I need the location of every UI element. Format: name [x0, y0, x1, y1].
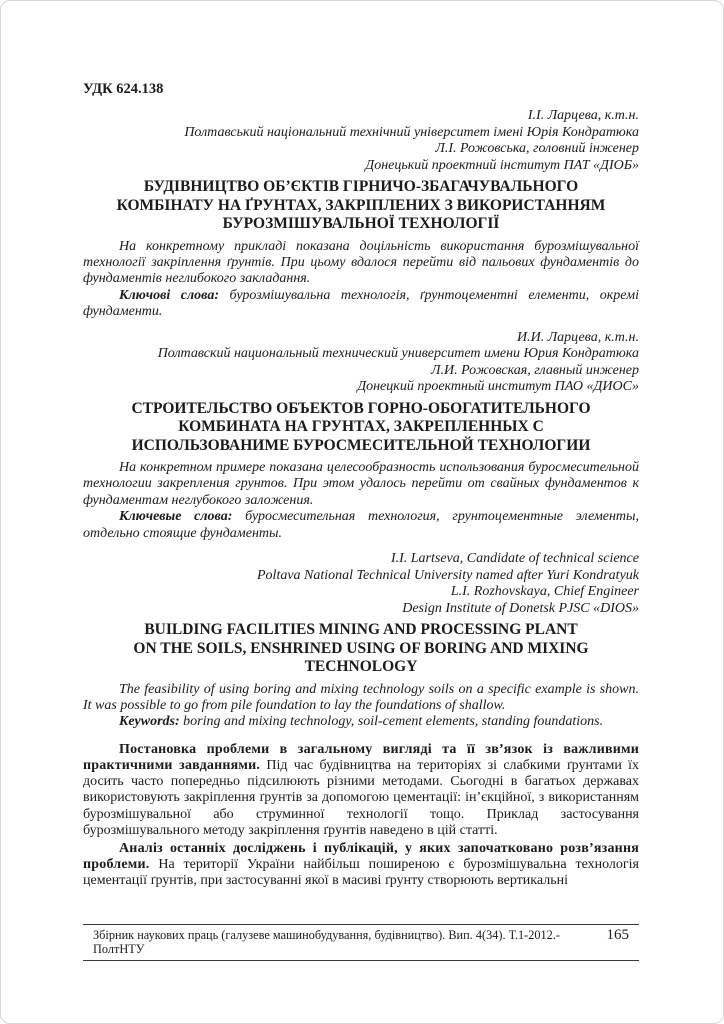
title-line: БУДІВНИЦТВО ОБ’ЄКТІВ ГІРНИЧО-ЗБАГАЧУВАЛЬНОГО — [143, 178, 579, 195]
affiliation-line: Донецкий проектный институт ПАО «ДИОС» — [357, 379, 639, 395]
affiliation-line: Полтавский национальный технический университет имени Юрия Кондратюка — [157, 346, 639, 362]
title-line: ИСПОЛЬЗОВАНИМЕ БУРОСМЕСИТЕЛЬНОЙ ТЕХНОЛОГИИ — [131, 436, 591, 454]
body-paragraph — [83, 841, 639, 890]
page-footer — [83, 924, 639, 961]
abstract-ru: На конкретном примере показана целесообразность использования буросмесительной технологии закрепления грунтов. При этом удалось перейти от свайных фундаментов к фундаментам неглубокого заложения. — [83, 460, 639, 508]
keywords-label: Keywords: — [119, 714, 180, 730]
title-line: ON THE SOILS, ENSHRINED USING OF BORING AND MIXING — [133, 639, 589, 657]
keywords-ru — [83, 509, 639, 542]
affiliation-line: Полтавський національний технічний університет імені Юрія Кондратюка — [184, 124, 639, 140]
keywords-text: буросмесительная технология, грунтоцементные элементы, отдельно стоящие фундаменты. — [83, 509, 640, 541]
author-block-uk — [83, 108, 639, 174]
journal-info: Збірник наукових праць (галузеве машинобудування, будівництво). Вип. 4(34). Т.1-2012.- ПолтНТУ — [93, 928, 560, 956]
keywords-en — [83, 714, 639, 730]
paper-title-en — [83, 621, 639, 677]
affiliation-line: Design Institute of Donetsk PJSC «DIOS» — [402, 600, 639, 616]
author-line: И.И. Ларцева, к.т.н. — [516, 329, 639, 345]
title-line: БУРОЗМІШУВАЛЬНОЇ ТЕХНОЛОГІЇ — [222, 215, 500, 232]
paragraph-lead: Постановка проблеми в загальному вигляді та її зв’язок із важливими практичними завданнями. — [83, 741, 639, 773]
paper-title-uk — [83, 178, 639, 234]
page-number: 165 — [606, 927, 629, 943]
title-line: TECHNOLOGY — [304, 658, 418, 676]
keywords-label: Ключевые слова: — [119, 509, 233, 525]
title-line: КОМБИНАТА НА ГРУНТАХ, ЗАКРЕПЛЕННЫХ С — [178, 418, 544, 436]
article-body — [83, 742, 639, 890]
title-line: BUILDING FACILITIES MINING AND PROCESSING PLANT — [144, 621, 578, 639]
affiliation-line: Донецький проектний інститут ПАТ «ДІОБ» — [365, 157, 639, 173]
author-line: L.I. Rozhovskaya, Chief Engineer — [450, 584, 639, 600]
keywords-text: boring and mixing technology, soil-cement elements, standing foundations. — [183, 714, 604, 730]
abstract-uk: На конкретному прикладі показана доцільність використання бурозмішувальної технології закріплення ґрунтів. При цьому вдалося перейти від пальових фундаментів до фундаментів неглибокого закладання. — [83, 238, 639, 287]
paragraph-text: На території України найбільш поширеною є бурозмішувальна технологія цементації ґрунтів, при застосуванні якої в масиві ґрунту створюють вертикальні — [83, 857, 639, 889]
udc-code: УДК 624.138 — [83, 81, 164, 97]
title-line: СТРОИТЕЛЬСТВО ОБЪЕКТОВ ГОРНО-ОБОГАТИТЕЛЬНОГО — [131, 399, 591, 417]
author-block-ru — [83, 330, 639, 396]
author-line: Л.І. Рожовська, головний інженер — [435, 141, 639, 156]
author-line: I.I. Lartseva, Candidate of technical science — [390, 551, 639, 567]
keywords-text: бурозмішувальна технологія, ґрунтоцементні елементи, окремі фундаменти. — [83, 287, 639, 320]
title-line: КОМБІНАТУ НА ҐРУНТАХ, ЗАКРІПЛЕНИХ З ВИКОРИСТАННЯМ — [116, 196, 606, 214]
body-paragraph — [83, 742, 639, 839]
abstract-en: The feasibility of using boring and mixing technology soils on a specific example is shown. It was possible to go from pile foundation to lay the foundations of shallow. — [83, 681, 639, 713]
paragraph-lead: Аналіз останніх досліджень і публікацій, у яких започатковано розв’язання проблеми. — [83, 841, 639, 873]
paper-title-ru — [83, 400, 639, 456]
author-block-en — [83, 551, 639, 617]
affiliation-line: Poltava National Technical University named after Yuri Kondratyuk — [257, 567, 639, 583]
section-russian — [83, 330, 639, 543]
section-english — [83, 551, 639, 731]
keywords-uk — [83, 288, 639, 321]
author-line: Л.И. Рожовская, главный инженер — [431, 362, 639, 378]
section-ukrainian — [83, 108, 639, 321]
keywords-label: Ключові слова: — [119, 287, 219, 303]
author-line: І.І. Ларцева, к.т.н. — [527, 108, 639, 123]
paragraph-text: Під час будівництва на територіях зі слабкими ґрунтами їх досить часто попередньо підсилюють різними методами. Сьогодні в багатьох державах використовують закріплення ґрунтів за допомогою цементації: ін’єкційної, з використанням бурозмішувальної або струминної технології тощо. Приклад застосування бурозмішувального методу закріплення ґрунтів наведено в цій статті. — [83, 757, 639, 838]
